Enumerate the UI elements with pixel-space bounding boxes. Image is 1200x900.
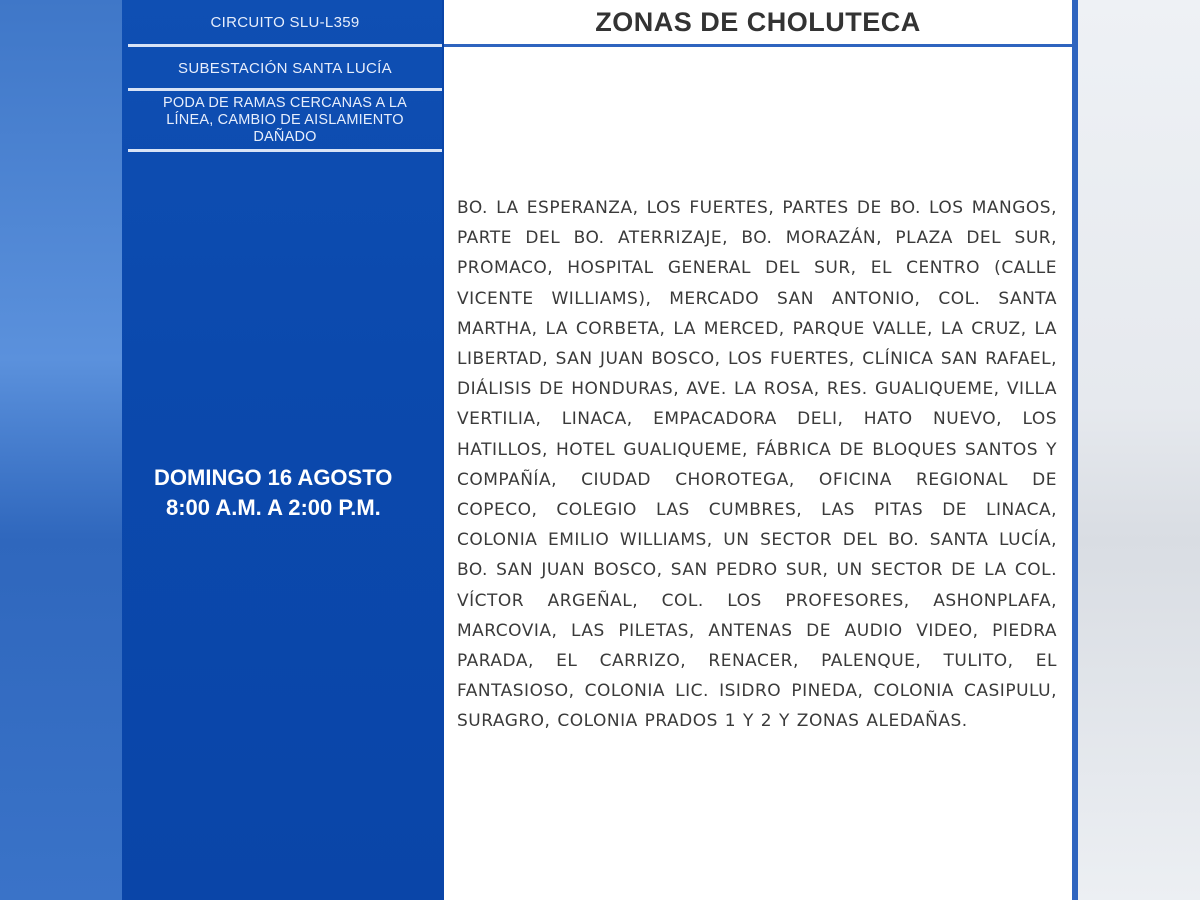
background-left [0, 0, 122, 900]
schedule-block [122, 463, 442, 523]
outage-notice-sheet [122, 0, 1078, 900]
right-border [1072, 0, 1078, 900]
work-description: PODA DE RAMAS CERCANAS A LA LÍNEA, CAMBIO DE AISLAMIENTO DAÑADO [163, 94, 407, 145]
divider [128, 44, 442, 47]
divider [128, 149, 442, 152]
background-right [1078, 0, 1200, 900]
info-column [122, 0, 442, 900]
column-separator [442, 0, 444, 900]
title-rule [444, 44, 1072, 47]
schedule-time: 8:00 A.M. A 2:00 P.M. [166, 495, 381, 520]
zones-title: ZONAS DE CHOLUTECA [595, 6, 921, 37]
substation-label: SUBESTACIÓN SANTA LUCÍA [178, 59, 392, 77]
zones-list-text: BO. LA ESPERANZA, LOS FUERTES, PARTES DE BO. LOS MANGOS, PARTE DEL BO. ATERRIZAJE, BO. MORAZÁN, PLAZA DEL SUR, PROMACO, HOSPITAL GENERAL DEL SUR, EL CENTRO (CALLE VICENTE WILLIAMS), MERCADO SAN ANTONIO, COL. SANTA MARTHA, LA CORBETA, LA MERCED, PARQUE VALLE, LA CRUZ, LA LIBERTAD, SAN JUAN BOSCO, LOS FUERTES, CLÍNICA SAN RAFAEL, DIÁLISIS DE HONDURAS, AVE. LA ROSA, RES. GUALIQUEME, VILLA VERTILIA, LINACA, EMPACADORA DELI, HATO NUEVO, LOS HATILLOS, HOTEL GUALIQUEME, FÁBRICA DE BLOQUES SANTOS Y COMPAÑÍA, CIUDAD CHOROTEGA, OFICINA REGIONAL DE COPECO, COLEGIO LAS CUMBRES, LAS PITAS DE LINACA, COLONIA EMILIO WILLIAMS, UN SECTOR DEL BO. SANTA LUCÍA, BO. SAN JUAN BOSCO, SAN PEDRO SUR, UN SECTOR DE LA COL. VÍCTOR ARGEÑAL, COL. LOS PROFESORES, ASHONPLAFA, MARCOVIA, LAS PILETAS, ANTENAS DE AUDIO VIDEO, PIEDRA PARADA, EL CARRIZO, RENACER, PALENQUE, TULITO, EL FANTASIOSO, COLONIA LIC. ISIDRO PINEDA, COLONIA CASIPULU, SURAGRO, COLONIA PRADOS 1 Y 2 Y ZONAS ALEDAÑAS. [457, 198, 1057, 732]
schedule-date: DOMINGO 16 AGOSTO [154, 465, 393, 490]
circuit-label: CIRCUITO SLU-L359 [210, 13, 360, 31]
